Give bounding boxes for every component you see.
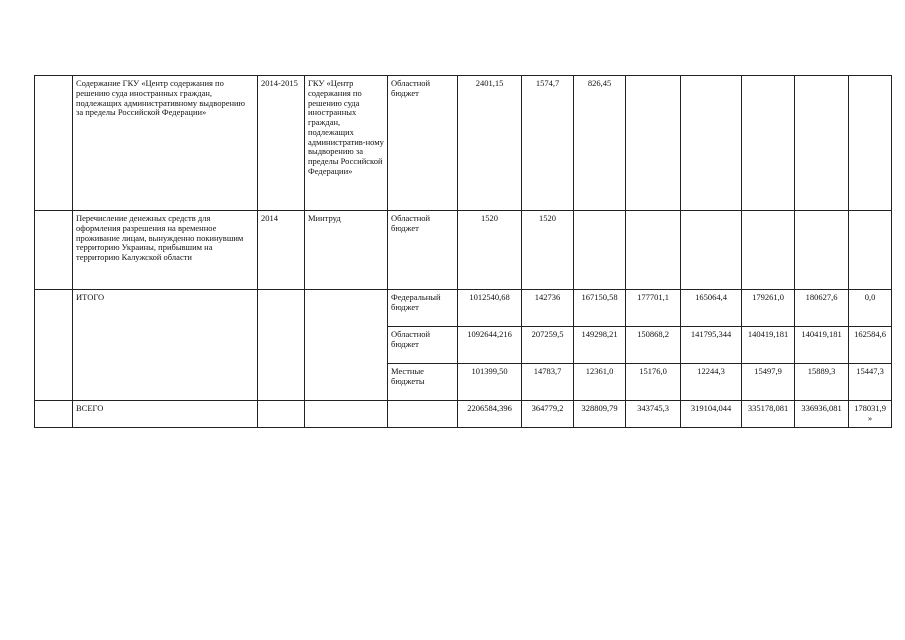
value-cell bbox=[849, 76, 892, 211]
value-cell: 0,0 bbox=[849, 290, 892, 327]
index-cell bbox=[35, 290, 73, 401]
value-cell: 1092644,216 bbox=[458, 327, 522, 364]
value-cell bbox=[742, 76, 795, 211]
value-cell: 12361,0 bbox=[574, 364, 626, 401]
vsego-label: ВСЕГО bbox=[73, 401, 258, 428]
source-cell: Областной бюджет bbox=[388, 211, 458, 290]
value-cell: 178031,9» bbox=[849, 401, 892, 428]
source-cell: Федеральный бюджет bbox=[388, 290, 458, 327]
value-cell bbox=[742, 211, 795, 290]
value-cell: 1012540,68 bbox=[458, 290, 522, 327]
value-cell: 364779,2 bbox=[522, 401, 574, 428]
executor-cell bbox=[305, 401, 388, 428]
value-cell: 14783,7 bbox=[522, 364, 574, 401]
value-cell bbox=[626, 76, 681, 211]
value-cell: 207259,5 bbox=[522, 327, 574, 364]
value-cell: 140419,181 bbox=[795, 327, 849, 364]
value-cell: 15447,3 bbox=[849, 364, 892, 401]
itogo-row bbox=[35, 290, 892, 327]
value-cell: 319104,044 bbox=[681, 401, 742, 428]
executor-cell bbox=[305, 290, 388, 401]
value-cell: 328809,79 bbox=[574, 401, 626, 428]
executor-cell: ГКУ «Центр содержания по решению суда иностранных граждан, подлежащих административ-ному выдворению за пределы Российской Федерации» bbox=[305, 76, 388, 211]
value-cell bbox=[681, 76, 742, 211]
value-cell: 12244,3 bbox=[681, 364, 742, 401]
value-cell: 343745,3 bbox=[626, 401, 681, 428]
value-cell: 1520 bbox=[522, 211, 574, 290]
value-cell: 15497,9 bbox=[742, 364, 795, 401]
value-cell: 15889,3 bbox=[795, 364, 849, 401]
source-cell bbox=[388, 401, 458, 428]
table-row bbox=[35, 211, 892, 290]
years-cell bbox=[258, 401, 305, 428]
table-row bbox=[35, 76, 892, 211]
value-cell bbox=[795, 211, 849, 290]
source-cell: Областной бюджет bbox=[388, 76, 458, 211]
value-cell: 177701,1 bbox=[626, 290, 681, 327]
value-cell: 1574,7 bbox=[522, 76, 574, 211]
years-cell bbox=[258, 290, 305, 401]
value-cell: 162584,6 bbox=[849, 327, 892, 364]
value-cell: 2206584,396 bbox=[458, 401, 522, 428]
itogo-label: ИТОГО bbox=[73, 290, 258, 401]
index-cell bbox=[35, 211, 73, 290]
value-cell: 140419,181 bbox=[742, 327, 795, 364]
years-cell: 2014-2015 bbox=[258, 76, 305, 211]
value-cell: 336936,081 bbox=[795, 401, 849, 428]
value-cell bbox=[795, 76, 849, 211]
value-cell: 2401,15 bbox=[458, 76, 522, 211]
value-cell bbox=[574, 211, 626, 290]
value-cell: 149298,21 bbox=[574, 327, 626, 364]
value-cell: 165064,4 bbox=[681, 290, 742, 327]
measure-name-cell: Содержание ГКУ «Центр содержания по решению суда иностранных граждан, подлежащих административному выдворению за пределы Российской Федерации» bbox=[73, 76, 258, 211]
measure-name-cell: Перечисление денежных средств для оформления разрешения на временное проживание лицам, вынужденно покинувшим территорию Украины, прибывшим на территорию Калужской области bbox=[73, 211, 258, 290]
value-cell: 180627,6 bbox=[795, 290, 849, 327]
years-cell: 2014 bbox=[258, 211, 305, 290]
index-cell bbox=[35, 76, 73, 211]
value-cell: 150868,2 bbox=[626, 327, 681, 364]
value-cell: 15176,0 bbox=[626, 364, 681, 401]
source-cell: Областной бюджет bbox=[388, 327, 458, 364]
value-cell: 142736 bbox=[522, 290, 574, 327]
budget-table bbox=[34, 75, 892, 428]
source-cell: Местные бюджеты bbox=[388, 364, 458, 401]
executor-cell: Минтруд bbox=[305, 211, 388, 290]
value-cell: 335178,081 bbox=[742, 401, 795, 428]
value-cell bbox=[626, 211, 681, 290]
value-cell bbox=[681, 211, 742, 290]
value-cell: 1520 bbox=[458, 211, 522, 290]
index-cell bbox=[35, 401, 73, 428]
value-cell: 826,45 bbox=[574, 76, 626, 211]
value-cell: 141795,344 bbox=[681, 327, 742, 364]
value-cell: 167150,58 bbox=[574, 290, 626, 327]
vsego-row bbox=[35, 401, 892, 428]
value-cell: 101399,50 bbox=[458, 364, 522, 401]
value-cell: 179261,0 bbox=[742, 290, 795, 327]
value-cell bbox=[849, 211, 892, 290]
